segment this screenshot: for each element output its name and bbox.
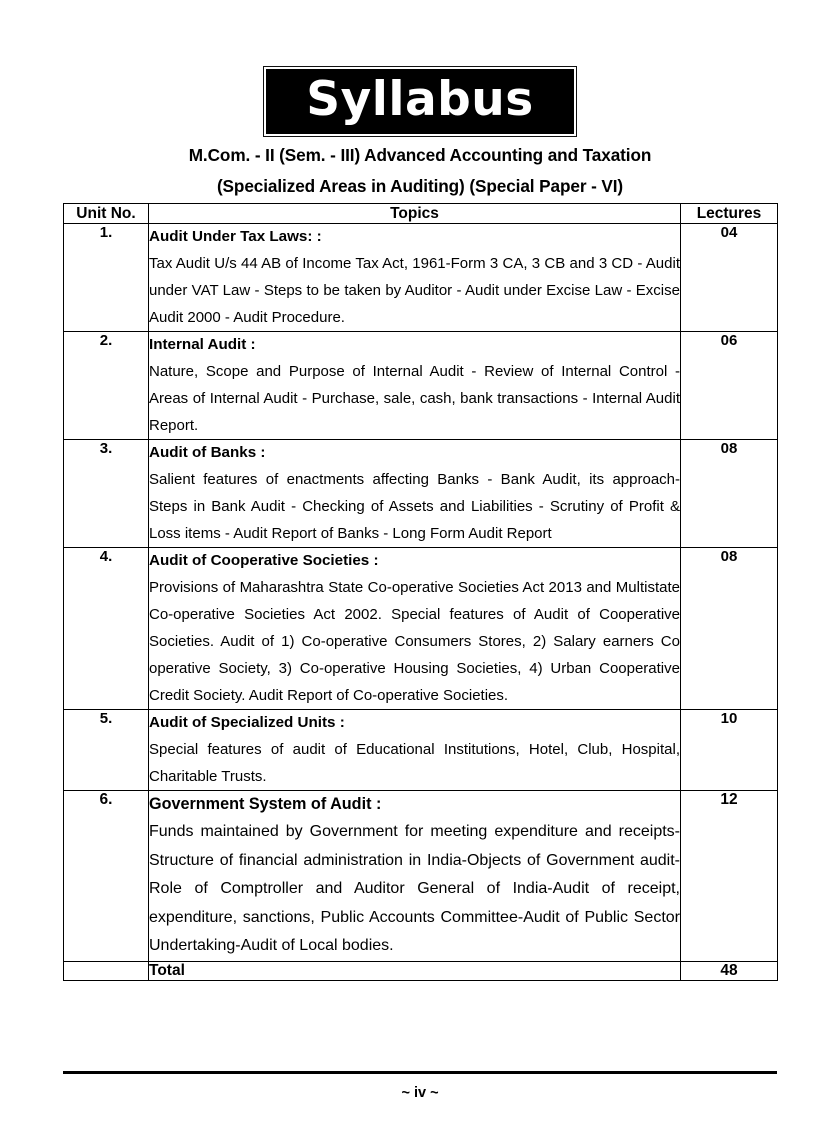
cell-lectures: 10: [681, 710, 778, 791]
banner-title: Syllabus: [266, 69, 574, 134]
topic-body: Funds maintained by Government for meeting expenditure and receipts- Structure of financial administration in India-Objects of Government audit- Role of Comptroller and Auditor General of India-Audit of receipt, expenditure, sanctions, Public Accounts Committee-Audit of Public Sector Undertaking-Audit of Local bodies.: [149, 823, 680, 955]
topic-heading: Internal Audit :: [149, 336, 256, 354]
cell-total-lectures: 48: [681, 961, 778, 980]
topic-heading: Audit of Banks :: [149, 444, 266, 462]
topic-body: Special features of audit of Educational Institutions, Hotel, Club, Hospital, Charitable Trusts.: [149, 741, 680, 786]
column-header-unit-no: Unit No.: [64, 204, 149, 224]
page-title: [0, 140, 840, 202]
topic-heading: Audit Under Tax Laws: :: [149, 228, 322, 246]
table-row: [64, 548, 778, 710]
syllabus-table: [63, 203, 778, 981]
cell-total-label: Total: [149, 961, 681, 980]
syllabus-table-wrapper: [63, 203, 777, 981]
table-row: [64, 710, 778, 791]
cell-topics: [149, 440, 681, 548]
table-row: [64, 791, 778, 962]
table-head: [64, 204, 778, 224]
table-row: [64, 332, 778, 440]
cell-topics: [149, 791, 681, 962]
topic-body: Nature, Scope and Purpose of Internal Audit - Review of Internal Control - Areas of Internal Audit - Purchase, sale, cash, bank transactions - Internal Audit Report.: [149, 363, 680, 435]
column-header-topics: Topics: [149, 204, 681, 224]
table-row: [64, 440, 778, 548]
topic-heading: Government System of Audit :: [149, 795, 382, 814]
cell-unit-no: 1.: [64, 224, 149, 332]
table-header-row: [64, 204, 778, 224]
banner-frame: [263, 66, 577, 137]
syllabus-banner: [0, 66, 840, 137]
topic-body: Salient features of enactments affecting Banks - Bank Audit, its approach- Steps in Bank Audit - Checking of Assets and Liabilities - Scrutiny of Profit & Loss items - Audit Report of Banks - Long Form Audit Report: [149, 471, 680, 543]
cell-total-unit: [64, 961, 149, 980]
topic-body: Tax Audit U/s 44 AB of Income Tax Act, 1961-Form 3 CA, 3 CB and 3 CD - Audit under VAT Law - Steps to be taken by Auditor - Audit under Excise Law - Excise Audit 2000 - Audit Procedure.: [149, 255, 680, 327]
title-line-1: M.Com. - II (Sem. - III) Advanced Accounting and Taxation: [188, 145, 652, 165]
page-number: ~ iv ~: [401, 1085, 439, 1101]
cell-lectures: 12: [681, 791, 778, 962]
topic-body: Provisions of Maharashtra State Co-operative Societies Act 2013 and Multistate Co-operative Societies Act 2002. Special features of Audit of Cooperative Societies. Audit of 1) Co-operative Consumers Stores, 2) Salary earners Co operative Society, 3) Co-operative Housing Societies, 4) Urban Cooperative Credit Society. Audit Report of Co-operative Societies.: [149, 579, 680, 705]
title-line-2: (Specialized Areas in Auditing) (Special Paper - VI): [216, 176, 624, 196]
cell-unit-no: 3.: [64, 440, 149, 548]
cell-lectures: 04: [681, 224, 778, 332]
cell-topics: [149, 224, 681, 332]
cell-lectures: 08: [681, 548, 778, 710]
cell-lectures: 06: [681, 332, 778, 440]
topic-heading: Audit of Specialized Units :: [149, 714, 345, 732]
table-body: [64, 224, 778, 981]
cell-unit-no: 6.: [64, 791, 149, 962]
topic-heading: Audit of Cooperative Societies :: [149, 552, 379, 570]
cell-unit-no: 4.: [64, 548, 149, 710]
cell-topics: [149, 710, 681, 791]
cell-topics: [149, 332, 681, 440]
cell-unit-no: 5.: [64, 710, 149, 791]
column-header-lectures: Lectures: [681, 204, 778, 224]
footer-divider: [63, 1071, 777, 1074]
cell-lectures: 08: [681, 440, 778, 548]
cell-unit-no: 2.: [64, 332, 149, 440]
cell-topics: [149, 548, 681, 710]
table-row: [64, 224, 778, 332]
table-total-row: [64, 961, 778, 980]
